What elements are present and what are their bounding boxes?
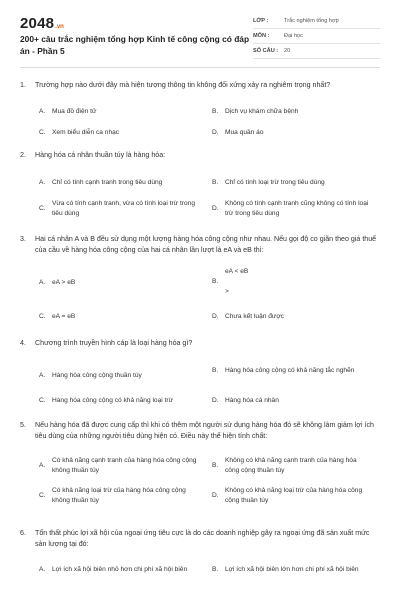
option-text: Xem biểu diễn ca nhạc: [52, 128, 120, 136]
option-d[interactable]: [212, 128, 370, 138]
option-letter: B.: [212, 107, 219, 115]
question-number: 3.: [20, 235, 26, 243]
question-6-options: [39, 549, 380, 599]
option-a[interactable]: [39, 565, 197, 575]
option-text: Chỉ có tính loại trừ trong tiêu dùng: [225, 178, 325, 186]
option-text: Chỉ có tính cạnh tranh trong tiêu dùng: [52, 178, 163, 186]
option-b[interactable]: [212, 456, 370, 476]
option-letter: D.: [212, 492, 219, 499]
option-d[interactable]: [212, 396, 370, 406]
option-text: Có khả năng loại trừ của hàng hóa công cộng không thuần túy: [52, 487, 186, 504]
option-c[interactable]: [39, 396, 197, 406]
option-c[interactable]: [39, 128, 197, 138]
option-letter: C.: [39, 396, 46, 404]
question-4-options: [39, 349, 380, 419]
question-4: [20, 338, 380, 419]
question-6: [20, 528, 380, 599]
option-letter: A.: [39, 371, 46, 379]
question-text: Trường hợp nào dưới đây mà hiện tượng thông tin không đối xứng xảy ra nghiêm trọng nhất?: [35, 81, 331, 89]
option-letter: A.: [39, 279, 46, 286]
option-text: Lợi ích xã hội biên lớn hơn chi phí xã hội biên: [225, 566, 359, 573]
option-letter: B.: [212, 462, 219, 469]
option-text: Dịch vụ khám chữa bệnh: [225, 107, 299, 115]
option-b[interactable]: [212, 107, 370, 117]
option-b[interactable]: [212, 267, 370, 297]
question-1: [20, 80, 380, 141]
site-logo[interactable]: [20, 15, 64, 33]
question-text: Hàng hóa cá nhân thuần túy là hàng hóa:: [35, 151, 166, 159]
meta-value-class: Trắc nghiệm tổng hợp: [284, 18, 339, 24]
question-3: [20, 234, 380, 335]
question-number: 5.: [20, 421, 26, 429]
option-text: Vừa có tính cạnh tranh, vừa có tính loại trừ trong tiêu dùng: [52, 199, 195, 217]
logo-suffix: .vn: [55, 24, 64, 30]
option-text: Có khả năng cạnh tranh của hàng hóa công cộng không thuần túy: [52, 457, 197, 474]
option-text: Không có tính cạnh tranh cũng không có tính loại trừ trong tiêu dùng: [225, 199, 369, 217]
option-letter: C.: [39, 313, 46, 320]
option-a[interactable]: [39, 371, 197, 381]
question-5: [20, 420, 380, 521]
option-letter: C.: [39, 492, 46, 499]
option-letter: C.: [39, 128, 46, 136]
option-letter: B.: [212, 366, 219, 374]
question-text: Hai cá nhân A và B đều sử dụng một lượng hàng hóa công cộng như nhau. Nếu gọi độ co giãn theo giá thuế của cầu về hàng hóa công cộng của hai cá nhân lần lượt là eA và eB thì:: [35, 235, 377, 254]
question-6-stem: [20, 528, 380, 549]
question-3-options: [39, 255, 380, 335]
option-letter: B.: [212, 178, 219, 186]
option-text: Hàng hóa công cộng thuần túy: [52, 371, 142, 379]
question-5-options: [39, 441, 380, 521]
option-a[interactable]: [39, 456, 197, 476]
question-text: Tổn thất phúc lợi xã hội của ngoại ứng tiêu cực là do các doanh nghiệp gây ra ngoại ứng đã sản xuất mức sản lượng tại đó:: [35, 529, 370, 548]
option-text-block: [225, 267, 370, 297]
option-text: Chưa kết luận được: [225, 313, 284, 320]
option-extra-glyph: >: [225, 288, 229, 295]
question-2-stem: [20, 150, 380, 161]
option-text: Mua quần áo: [225, 128, 264, 136]
option-text: Mua đồ điện tử: [52, 107, 97, 115]
question-1-stem: [20, 80, 380, 91]
option-d[interactable]: [212, 486, 370, 506]
question-number: 4.: [20, 339, 26, 347]
option-letter: D.: [212, 204, 219, 212]
question-1-options: [39, 91, 380, 141]
question-4-stem: [20, 338, 380, 349]
question-number: 1.: [20, 81, 26, 89]
question-3-stem: [20, 234, 380, 255]
option-b[interactable]: [212, 366, 370, 376]
option-a[interactable]: [39, 178, 197, 188]
option-text: Lợi ích xã hội biên nhỏ hơn chi phí xã hội biên: [52, 566, 188, 573]
option-letter: A.: [39, 107, 46, 115]
option-b[interactable]: [212, 178, 370, 188]
option-text: Không có khả năng loại trừ của hàng hóa công cộng thuần túy: [225, 487, 363, 504]
meta-row-subject: [253, 29, 380, 44]
option-d[interactable]: [212, 312, 370, 322]
option-letter: B.: [212, 566, 219, 573]
option-c[interactable]: [39, 486, 197, 506]
option-b[interactable]: [212, 565, 370, 575]
question-2: [20, 150, 380, 231]
option-a[interactable]: [39, 278, 197, 288]
option-letter: C.: [39, 204, 46, 212]
option-d[interactable]: [212, 199, 370, 219]
meta-label-count: SỐ CÂU :: [253, 48, 279, 54]
option-letter: D.: [212, 396, 219, 404]
logo-number: 2048: [20, 15, 55, 32]
document-title: 200+ câu trắc nghiệm tổng hợp Kinh tế công cộng có đáp án - Phần 5: [20, 34, 250, 56]
option-c[interactable]: [39, 312, 197, 322]
question-number: 2.: [20, 151, 26, 159]
option-text: Hàng hóa công cộng có khả năng loại trừ: [52, 396, 173, 404]
option-a[interactable]: [39, 107, 197, 117]
question-5-stem: [20, 420, 380, 441]
meta-row-count: [253, 44, 380, 59]
option-c[interactable]: [39, 199, 197, 219]
question-text: Chương trình truyền hình cáp là loại hàng hóa gì?: [35, 339, 193, 347]
meta-row-class: [253, 14, 380, 29]
option-text: Hàng hóa cá nhân: [225, 396, 279, 404]
meta-label-class: LỚP :: [253, 18, 269, 24]
header-divider: [20, 67, 380, 68]
meta-value-count: 20: [284, 48, 291, 54]
document-meta-table: [253, 14, 380, 59]
option-text: Không có khả năng cạnh tranh của hàng hóa công cộng thuần túy: [225, 457, 357, 474]
option-letter: A.: [39, 462, 46, 469]
option-letter: A.: [39, 178, 46, 186]
option-letter: B.: [212, 278, 219, 285]
question-number: 6.: [20, 529, 26, 537]
question-2-options: [39, 161, 380, 231]
option-letter: D.: [212, 313, 219, 320]
question-text: Nếu hàng hóa đã được cung cấp thì khi có thêm một người sử dụng hàng hóa đó sẽ không làm giảm lợi ích tiêu dùng của những người tiêu dùng hiện có. Điều này thể hiện tính chất:: [35, 421, 374, 440]
option-text: Hàng hóa công cộng có khả năng tắc nghẽn: [225, 366, 355, 374]
option-text: eA > eB: [52, 279, 76, 286]
meta-value-subject: Đại học: [284, 33, 303, 39]
option-text: eA < eB: [225, 268, 249, 275]
option-letter: A.: [39, 566, 46, 573]
option-text: eA = eB: [52, 313, 76, 320]
meta-label-subject: MÔN :: [253, 33, 270, 39]
option-letter: D.: [212, 128, 219, 136]
